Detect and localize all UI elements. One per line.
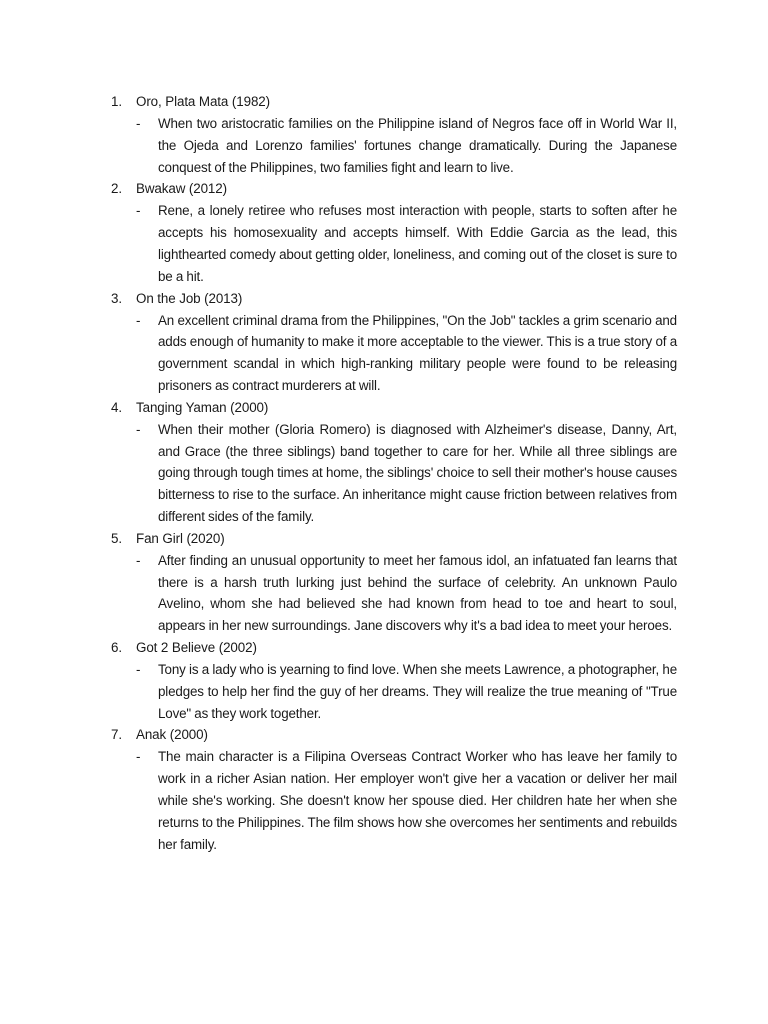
list-item-oro-plata-mata bbox=[0, 91, 768, 178]
film-description bbox=[0, 746, 768, 855]
film-heading bbox=[0, 397, 768, 419]
list-item-anak bbox=[0, 724, 768, 855]
description-text: When two aristocratic families on the Philippine island of Negros face off in World War II, the Ojeda and Lorenzo families' fortunes change dramatically. During the Japanese conquest of the Philippines, two families fight and learn to live. bbox=[158, 116, 677, 175]
list-number: 5. bbox=[111, 530, 122, 546]
description-text: Rene, a lonely retiree who refuses most interaction with people, starts to soften after he accepts his homosexuality and accepts himself. With Eddie Garcia as the lead, this lighthearted comedy about getting older, loneliness, and coming out of the closet is sure to be a hit. bbox=[158, 203, 677, 284]
list-item-on-the-job bbox=[0, 288, 768, 397]
film-heading bbox=[0, 637, 768, 659]
film-heading bbox=[0, 724, 768, 746]
description-text: The main character is a Filipina Overseas Contract Worker who has leave her family to work in a richer Asian nation. Her employer won't give her a vacation or deliver her mail while she's working. She doesn't know her spouse died. Her children hate her when she returns to the Philippines. The film shows how she overcomes her sentiments and rebuilds her family. bbox=[158, 749, 677, 852]
film-heading bbox=[0, 528, 768, 550]
bullet-dash: - bbox=[136, 312, 141, 328]
bullet-dash: - bbox=[136, 661, 141, 677]
description-text: When their mother (Gloria Romero) is diagnosed with Alzheimer's disease, Danny, Art, and Grace (the three siblings) band together to care for her. While all three siblings are going through tough times at home, the siblings' choice to sell their mother's house causes bitterness to rise to the surface. An inheritance might cause friction between relatives from different sides of the family. bbox=[158, 421, 677, 524]
film-title: On the Job (2013) bbox=[136, 290, 243, 306]
film-heading bbox=[0, 288, 768, 310]
film-title: Tanging Yaman (2000) bbox=[136, 399, 269, 415]
bullet-dash: - bbox=[136, 749, 141, 765]
list-number: 1. bbox=[111, 94, 122, 109]
description-text: After finding an unusual opportunity to meet her famous idol, an infatuated fan learns that there is a harsh truth lurking just behind the surface of celebrity. An unknown Paulo Avelino, whom she had believed she had known from head to toe and heart to soul, appears in her new surroundings. Jane discovers why it's a bad idea to meet your heroes. bbox=[158, 552, 677, 634]
film-title: Anak (2000) bbox=[136, 727, 208, 743]
description-text: An excellent criminal drama from the Philippines, "On the Job" tackles a grim scenario and adds enough of humanity to make it more acceptable to the viewer. This is a true story of a government scandal in which high-ranking military people were found to be releasing prisoners as contract murderers at will. bbox=[158, 312, 677, 393]
film-description bbox=[0, 200, 768, 287]
list-number: 2. bbox=[111, 181, 122, 197]
list-item-fan-girl bbox=[0, 528, 768, 637]
list-number: 4. bbox=[111, 399, 122, 415]
film-title: Oro, Plata Mata (1982) bbox=[136, 94, 271, 109]
film-description bbox=[0, 659, 768, 724]
film-title: Fan Girl (2020) bbox=[136, 530, 225, 546]
film-list bbox=[0, 91, 768, 855]
list-item-got-2-believe bbox=[0, 637, 768, 724]
description-text: Tony is a lady who is yearning to find love. When she meets Lawrence, a photographer, he pledges to help her find the guy of her dreams. They will realize the true meaning of "True Love" as they work together. bbox=[158, 661, 677, 721]
list-item-tanging-yaman bbox=[0, 397, 768, 528]
bullet-dash: - bbox=[136, 116, 141, 131]
list-number: 3. bbox=[111, 290, 122, 306]
film-description bbox=[0, 113, 768, 178]
bullet-dash: - bbox=[136, 203, 141, 219]
film-heading bbox=[0, 178, 768, 200]
list-number: 6. bbox=[111, 639, 122, 655]
list-item-bwakaw bbox=[0, 178, 768, 287]
bullet-dash: - bbox=[136, 552, 141, 568]
film-title: Bwakaw (2012) bbox=[136, 181, 227, 197]
film-description bbox=[0, 550, 768, 637]
list-number: 7. bbox=[111, 727, 122, 743]
film-title: Got 2 Believe (2002) bbox=[136, 639, 257, 655]
film-heading bbox=[0, 91, 768, 113]
film-description bbox=[0, 310, 768, 397]
film-description bbox=[0, 419, 768, 528]
bullet-dash: - bbox=[136, 421, 141, 437]
